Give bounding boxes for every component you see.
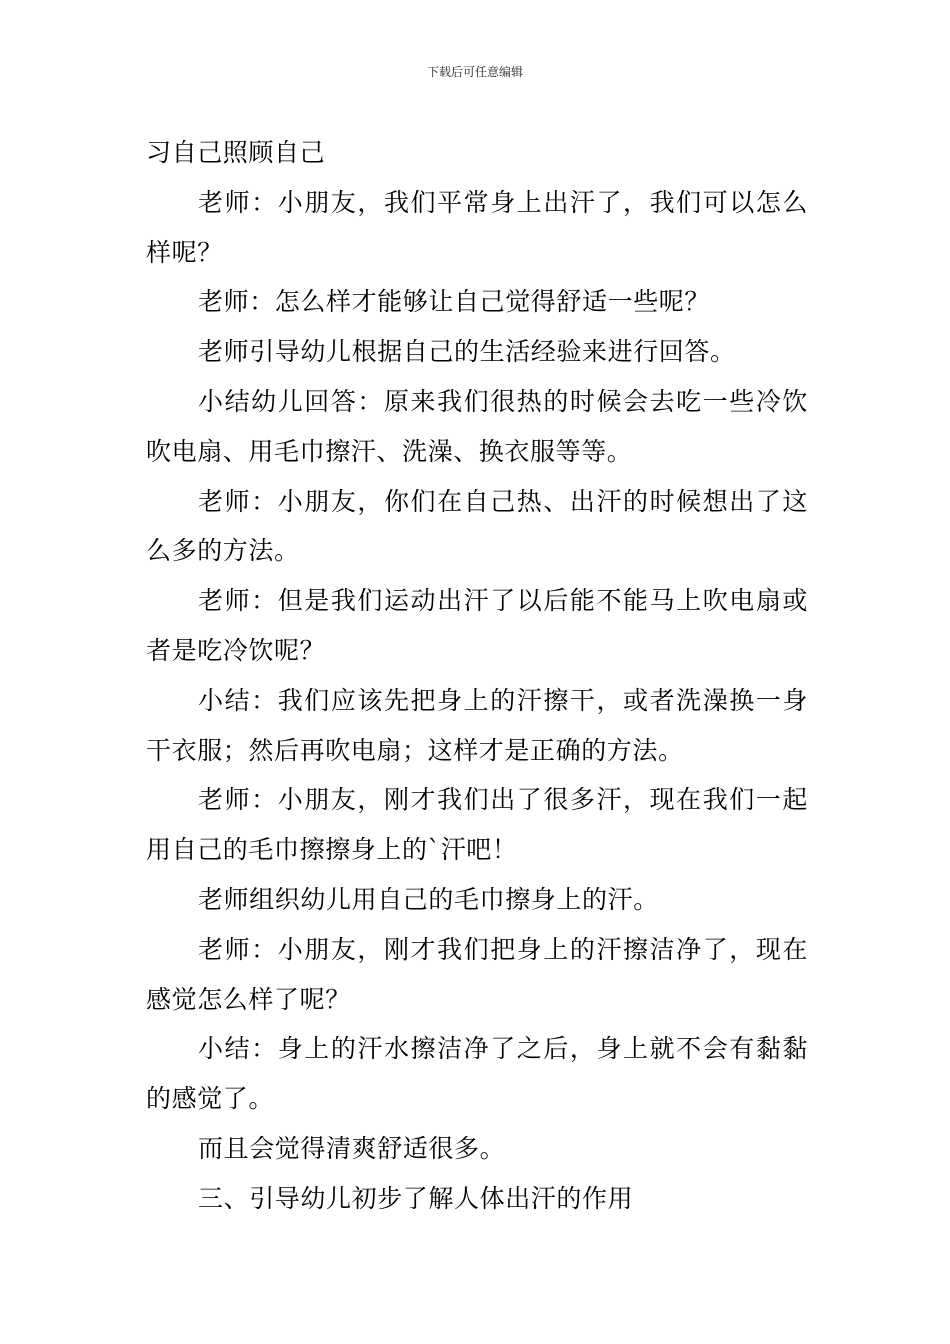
paragraph-3: 老师：怎么样才能够让自己觉得舒适一些呢？ bbox=[198, 287, 711, 317]
paragraph-11: 老师：小朋友，刚才我们把身上的汗擦洁净了，现在感觉怎么样了呢？ bbox=[146, 934, 808, 1014]
paragraph-8: 小结：我们应该先把身上的汗擦干，或者洗澡换一身干衣服；然后再吹电扇；这样才是正确的方法。 bbox=[146, 685, 808, 765]
page-header: 下载后可任意编辑 bbox=[426, 65, 523, 79]
paragraph-4: 老师引导幼儿根据自己的生活经验来进行回答。 bbox=[198, 337, 736, 367]
paragraph-6: 老师：小朋友，你们在自己热、出汗的时候想出了这么多的方法。 bbox=[146, 486, 808, 566]
paragraph-7: 老师：但是我们运动出汗了以后能不能马上吹电扇或者是吃冷饮呢？ bbox=[146, 586, 808, 665]
paragraph-14: 三、引导幼儿初步了解人体出汗的作用 bbox=[198, 1183, 634, 1213]
paragraph-1: 习自己照顾自己 bbox=[146, 138, 326, 167]
document-body bbox=[146, 128, 808, 1224]
paragraph-9: 老师：小朋友，刚才我们出了很多汗，现在我们一起用自己的毛巾擦擦身上的`汗吧！ bbox=[146, 785, 808, 865]
paragraph-12: 小结：身上的汗水擦洁净了之后，身上就不会有黏黏的感觉了。 bbox=[146, 1034, 808, 1114]
paragraph-2: 老师：小朋友，我们平常身上出汗了，我们可以怎么样呢？ bbox=[146, 187, 808, 267]
paragraph-10: 老师组织幼儿用自己的毛巾擦身上的汗。 bbox=[198, 884, 659, 914]
paragraph-13: 而且会觉得清爽舒适很多。 bbox=[198, 1133, 506, 1163]
paragraph-5: 小结幼儿回答：原来我们很热的时候会去吃一些冷饮吹电扇、用毛巾擦汗、洗澡、换衣服等等。 bbox=[146, 386, 808, 466]
